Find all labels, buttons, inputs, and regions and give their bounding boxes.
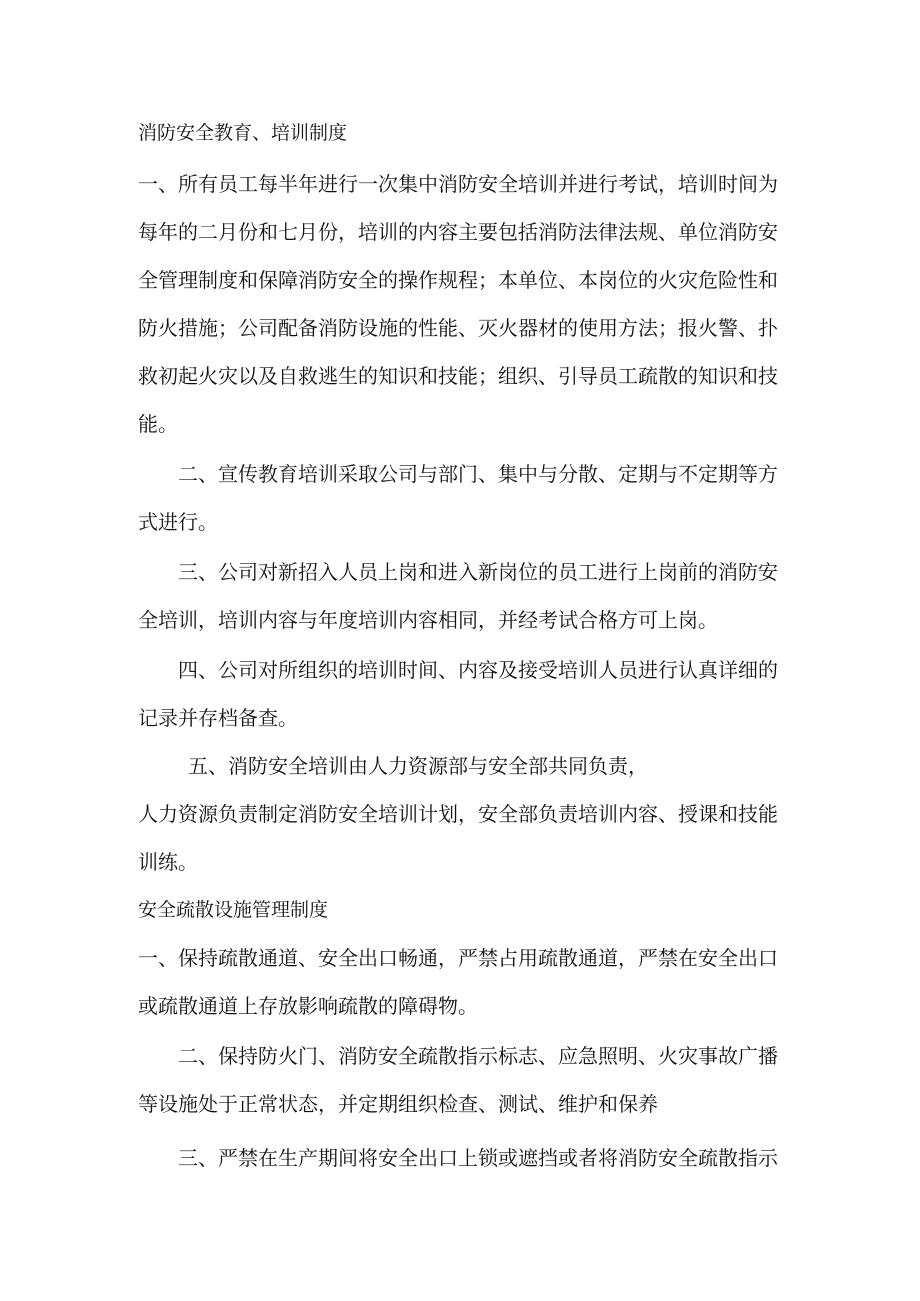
section1-item2-line2: 式进行。 [138,510,218,534]
section1-item5-line2: 人力资源负责制定消防安全培训计划，安全部负责培训内容、授课和技能 [138,802,778,826]
section1-item1-line1: 一、所有员工每半年进行一次集中消防安全培训并进行考试，培训时间为 [138,172,778,196]
section1-item4-line2: 记录并存档备查。 [138,706,298,730]
section1-title: 消防安全教育、培训制度 [138,122,348,144]
section1-item5-line3: 训练。 [138,850,198,874]
section1-item1-line3: 全管理制度和保障消防安全的操作规程；本单位、本岗位的火灾危险性和 [138,268,778,292]
section2-item2-line2: 等设施处于正常状态，并定期组织检查、测试、维护和保养 [138,1092,658,1116]
section2-item3-line1: 三、严禁在生产期间将安全出口上锁或遮挡或者将消防安全疏散指示 [178,1146,778,1170]
section2-title: 安全疏散设施管理制度 [138,899,329,921]
section1-item1-line5: 救初起火灾以及自救逃生的知识和技能；组织、引导员工疏散的知识和技 [138,364,778,388]
section1-item3-line2: 全培训，培训内容与年度培训内容相同，并经考试合格方可上岗。 [138,608,718,632]
section1-item3-line1: 三、公司对新招入人员上岗和进入新岗位的员工进行上岗前的消防安 [178,560,778,584]
section1-item1-line4: 防火措施；公司配备消防设施的性能、灭火器材的使用方法；报火警、扑 [138,316,778,340]
section2-item1-line2: 或疏散通道上存放影响疏散的障碍物。 [138,994,478,1018]
section2-item2-line1: 二、保持防火门、消防安全疏散指示标志、应急照明、火灾事故广播 [178,1044,778,1068]
section1-item1-line6: 能。 [138,412,178,436]
section1-item1-line2: 每年的二月份和七月份，培训的内容主要包括消防法律法规、单位消防安 [138,220,778,244]
section1-item4-line1: 四、公司对所组织的培训时间、内容及接受培训人员进行认真详细的 [178,658,778,682]
section1-item2-line1: 二、宣传教育培训采取公司与部门、集中与分散、定期与不定期等方 [178,462,778,486]
section1-item5-line1: 五、消防安全培训由人力资源部与安全部共同负责， [188,754,648,778]
section2-item1-line1: 一、保持疏散通道、安全出口畅通，严禁占用疏散通道，严禁在安全出口 [138,946,778,970]
